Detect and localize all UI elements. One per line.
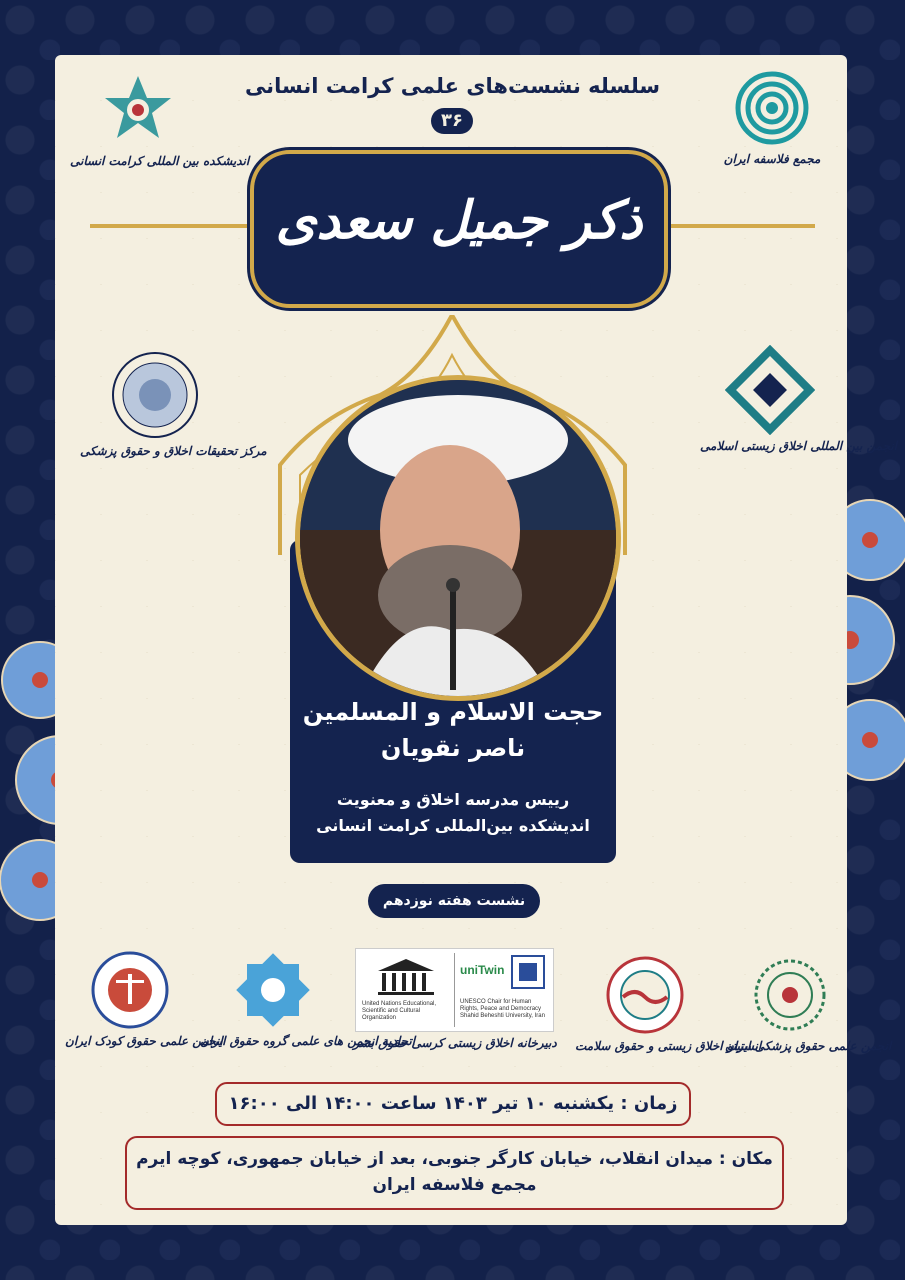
speaker-portrait: [295, 375, 621, 701]
unitwin-label: uniTwin: [460, 963, 505, 977]
event-place: [125, 1136, 784, 1210]
university-seal-icon: [511, 955, 545, 989]
session-label: نشست هفته نوزدهم: [368, 884, 540, 918]
unesco-divider: [454, 953, 455, 1027]
bioethics-logo-icon: [725, 345, 815, 435]
event-title: ذکر جمیل سعدی: [275, 190, 643, 251]
speaker-role-line2: اندیشکده بین‌المللی کرامت انسانی: [316, 816, 590, 835]
unesco-logo-box: [355, 948, 554, 1032]
logo-mid-right-caption: انجمن بین المللی اخلاق زیستی اسلامی: [700, 439, 898, 453]
logo-mid-right: [700, 345, 898, 453]
logo-medical-law: [725, 955, 892, 1053]
scales-seal-icon: [90, 950, 170, 1030]
speaker-photo: [300, 380, 616, 696]
floral-seal-icon: [750, 955, 830, 1035]
event-time: زمان : یکشنبه ۱۰ تیر ۱۴۰۳ ساعت ۱۴:۰۰ الی ۱۶:۰۰: [215, 1082, 691, 1126]
logo-medical-law-caption: انجمن علمی حقوق پزشکی ایران: [725, 1039, 892, 1053]
logo-top-right-caption: مجمع فلاسفه ایران: [723, 152, 821, 166]
star-knot-icon: [233, 950, 313, 1030]
logo-bioethics-institute-caption: انستیتو اخلاق زیستی و حقوق سلامت: [575, 1039, 762, 1053]
logo-bioethics-institute: [575, 955, 762, 1053]
speaker-title: حجت الاسلام و المسلمین: [302, 698, 604, 726]
logo-law-union-caption: اتحادیه انجمن های علمی گروه حقوق ایران: [200, 1034, 416, 1048]
unesco-right-text: UNESCO Chair for Human Rights, Peace and Democracy Shahid Beheshti University, Iran: [460, 999, 545, 1019]
unesco-left-text: United Nations Educational, Scientific and Cultural Organization: [362, 1001, 437, 1021]
logo-top-right: [712, 68, 832, 166]
unesco-temple-icon: [376, 957, 436, 997]
logo-child-rights: [65, 950, 223, 1048]
series-number-badge: ۳۶: [431, 108, 473, 134]
spiral-logo-icon: [732, 68, 812, 148]
wave-seal-icon: [605, 955, 685, 1035]
speaker-name: ناصر نقویان: [380, 734, 526, 762]
series-title: سلسله نشست‌های علمی کرامت انسانی: [244, 74, 661, 98]
place-line1: مکان : میدان انقلاب، خیابان کارگر جنوبی، بعد از خیابان جمهوری، کوچه ایرم: [136, 1149, 773, 1169]
logo-human-rights-chair-caption-wrap: [350, 1036, 560, 1050]
logo-mid-left: [80, 350, 267, 458]
medical-ethics-seal-icon: [110, 350, 200, 440]
logo-mid-left-caption: مرکز تحقیقات اخلاق و حقوق پزشکی: [80, 444, 267, 458]
place-line2: مجمع فلاسفه ایران: [372, 1175, 537, 1195]
logo-human-rights-chair-caption: دبیرخانه اخلاق زیستی کرسی حقوق بشر: [353, 1036, 557, 1050]
star-rosette-icon: [103, 70, 173, 150]
logo-top-left: [70, 70, 250, 168]
logo-child-rights-caption: انجمن علمی حقوق کودک ایران: [65, 1034, 223, 1048]
speaker-role-line1: رییس مدرسه اخلاق و معنویت: [336, 790, 570, 809]
logo-top-left-caption: اندیشکده بین المللی کرامت انسانی: [70, 154, 250, 168]
